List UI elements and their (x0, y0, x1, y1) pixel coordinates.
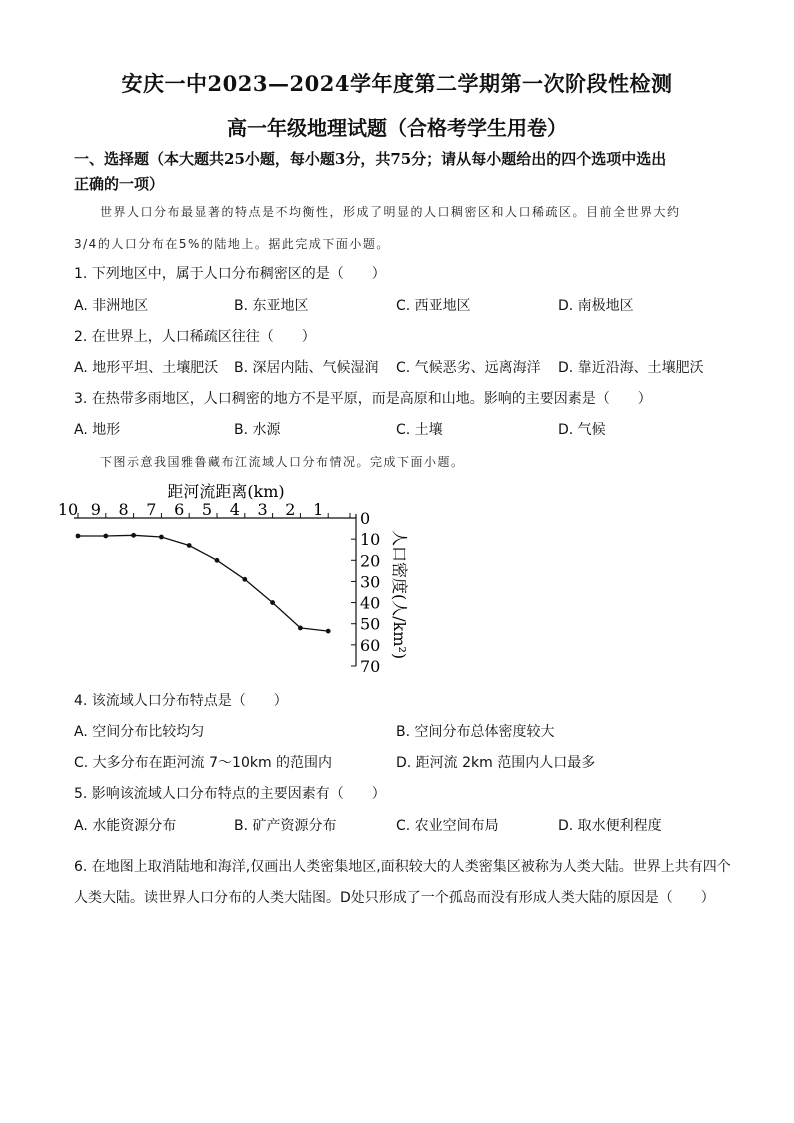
question-4-stem: 4. 该流域人口分布特点是（ ） (74, 693, 288, 709)
chart-data-point (242, 577, 247, 582)
chart-data-point (298, 626, 303, 631)
question-4-option-d[interactable]: D. 距河流 2km 范围内人口最多 (396, 755, 596, 771)
chart-x-tick-label: 10 (57, 500, 79, 519)
population-density-chart (57, 476, 420, 676)
chart-data-point (131, 533, 136, 538)
chart-x-tick-labels (58, 500, 350, 519)
chart-y-tick-label: 30 (360, 572, 381, 592)
chart-intro: 下图示意我国雅鲁藏布江流域人口分布情况。完成下面小题。 (100, 455, 465, 469)
question-4-option-c[interactable]: C. 大多分布在距河流 7～10km 的范围内 (74, 755, 333, 771)
chart-x-tick-label: 9 (90, 500, 101, 519)
question-2-stem: 2. 在世界上，人口稀疏区往往（ ） (74, 329, 316, 345)
chart-x-tick-label: 7 (146, 500, 157, 519)
intro-paragraph-line2: 3/4的人口分布在5%的陆地上。据此完成下面小题。 (74, 237, 390, 251)
question-1-stem: 1. 下列地区中，属于人口分布稠密区的是（ ） (74, 266, 386, 282)
chart-data-point (270, 600, 275, 605)
chart-x-tick-label: 1 (313, 500, 324, 519)
question-2-option-b[interactable]: B. 深居内陆、气候湿润 (234, 360, 379, 376)
question-3-option-d[interactable]: D. 气候 (558, 422, 606, 438)
question-3-option-c[interactable]: C. 土壤 (396, 422, 443, 438)
chart-x-axis-label: 距河流距离(km) (167, 482, 285, 501)
chart-data-point (187, 543, 192, 548)
chart-y-tick-label: 70 (360, 657, 381, 676)
question-5-option-c[interactable]: C. 农业空间布局 (396, 818, 499, 834)
intro-paragraph-line1: 世界人口分布最显著的特点是不均衡性，形成了明显的人口稠密区和人口稀疏区。目前全世界大约 (100, 205, 681, 219)
question-1-option-d[interactable]: D. 南极地区 (558, 298, 634, 314)
chart-series-line (78, 535, 328, 631)
question-1-option-a[interactable]: A. 非洲地区 (74, 298, 149, 314)
chart-series (76, 533, 331, 634)
chart-x-tick-label: 4 (229, 500, 240, 519)
question-3-option-a[interactable]: A. 地形 (74, 422, 121, 438)
question-2-option-c[interactable]: C. 气候恶劣、远离海洋 (396, 360, 541, 376)
chart-x-tick-label: 8 (118, 500, 129, 519)
chart-y-tick-label: 60 (360, 635, 381, 655)
chart-y-tick-label: 10 (360, 530, 381, 550)
question-6-stem-line2: 人类大陆。读世界人口分布的人类大陆图。D处只形成了一个孤岛而没有形成人类大陆的原因是（ ） (74, 890, 715, 906)
chart-data-point (159, 535, 164, 540)
exam-title: 安庆一中2023—2024学年度第二学期第一次阶段性检测 (121, 71, 673, 96)
chart-data-point (326, 629, 331, 634)
chart-y-tick-label: 0 (360, 509, 371, 528)
question-1-option-b[interactable]: B. 东亚地区 (234, 298, 309, 314)
question-6-stem-line1: 6. 在地图上取消陆地和海洋,仅画出人类密集地区,面积较大的人类密集区被称为人类大陆。世界上共有四个 (74, 859, 731, 875)
chart-y-tick-label: 40 (360, 593, 381, 613)
question-5-option-d[interactable]: D. 取水便利程度 (558, 818, 662, 834)
chart-x-tick-label: 3 (257, 500, 268, 519)
section-heading-line1: 一、选择题（本大题共25小题，每小题3分，共75分；请从每小题给出的四个选项中选出 (74, 150, 667, 168)
question-5-stem: 5. 影响该流域人口分布特点的主要因素有（ ） (74, 786, 386, 802)
question-5-option-a[interactable]: A. 水能资源分布 (74, 818, 177, 834)
chart-x-tick-label: 5 (201, 500, 213, 519)
question-3-stem: 3. 在热带多雨地区，人口稠密的地方不是平原，而是高原和山地。影响的主要因素是（ ） (74, 391, 652, 407)
chart-data-point (215, 558, 220, 563)
question-1-option-c[interactable]: C. 西亚地区 (396, 298, 471, 314)
chart-data-point (76, 534, 81, 539)
question-5-option-b[interactable]: B. 矿产资源分布 (234, 818, 337, 834)
question-4-option-a[interactable]: A. 空间分布比较均匀 (74, 724, 205, 740)
chart-data-point (103, 534, 108, 539)
question-2-option-a[interactable]: A. 地形平坦、土壤肥沃 (74, 360, 219, 376)
chart-x-tick-label: 6 (174, 500, 185, 519)
chart-y-tick-label: 20 (360, 551, 381, 571)
section-heading-line2: 正确的一项） (74, 175, 165, 193)
chart-y-axis-label: 人口密度(人/km²) (390, 530, 409, 660)
chart-x-tick-label: 2 (285, 500, 296, 519)
question-3-option-b[interactable]: B. 水源 (234, 422, 281, 438)
chart-axes (74, 514, 356, 666)
exam-subtitle: 高一年级地理试题（合格考学生用卷） (227, 116, 567, 140)
question-2-option-d[interactable]: D. 靠近沿海、土壤肥沃 (558, 360, 704, 376)
chart-y-tick-label: 50 (360, 614, 381, 634)
question-4-option-b[interactable]: B. 空间分布总体密度较大 (396, 724, 555, 740)
